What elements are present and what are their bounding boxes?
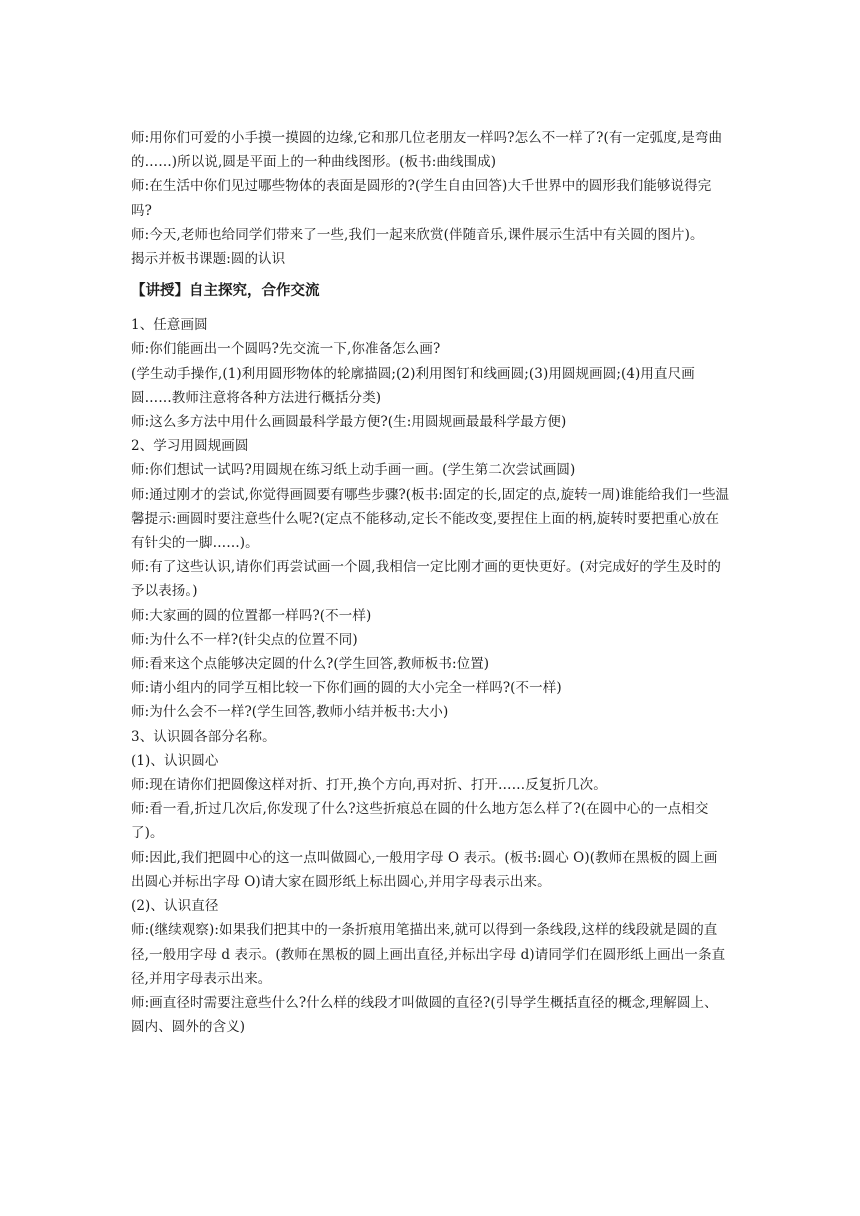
paragraph-drawing-steps: 师:通过刚才的尝试,你觉得画圆要有哪些步骤?(板书:固定的长,固定的点,旋转一周)谁能给我们一些温馨提示:画圆时要注意些什么呢?(定点不能移动,定长不能改变,要捏住上面的柄,旋转时要把重心放在有针尖的一脚……)。: [131, 486, 730, 552]
paragraph-diameter-definition: 师:(继续观察):如果我们把其中的一条折痕用笔描出来,就可以得到一条线段,这样的线段就是圆的直径,一般用字母 d 表示。(教师在黑板的圆上画出直径,并标出字母 d)请同学们在圆形纸上画出一条直径,并用字母表示出来。: [131, 922, 726, 987]
paragraph-diameter-notes: 师:画直径时需要注意些什么?什么样的线段才叫做圆的直径?(引导学生概括直径的概念,理解圆上、圆内、圆外的含义): [131, 994, 718, 1036]
paragraph-appreciate-pictures: 师:今天,老师也给同学们带来了一些,我们一起来欣赏(伴随音乐,课件展示生活中有关圆的图片)。: [131, 226, 704, 243]
paragraph-fold-discovery: 师:看一看,折过几次后,你发现了什么?这些折痕总在圆的什么地方怎么样了?(在圆中心的一点相交了)。: [131, 801, 709, 842]
paragraph-step-1-title: 1、任意画圆: [131, 317, 208, 334]
paragraph-student-methods: (学生动手操作,(1)利用圆形物体的轮廓描圆;(2)利用图钉和线画圆;(3)用圆规画圆;(4)用直尺画圆……教师注意将各种方法进行概括分类): [131, 365, 695, 406]
paragraph-why-different: 师:为什么不一样?(针尖点的位置不同): [131, 631, 358, 648]
paragraph-fold-circle: 师:现在请你们把圆像这样对折、打开,换个方向,再对折、打开……反复折几次。: [131, 777, 607, 794]
paragraph-lesson-title: 揭示并板书课题:圆的认识: [131, 251, 286, 268]
paragraph-diameter-title: (2)、认识直径: [131, 898, 219, 915]
paragraph-draw-again: 师:有了这些认识,请你们再尝试画一个圆,我相信一定比刚才画的更快更好。(对完成好的学生及时的予以表扬。): [131, 559, 721, 600]
paragraph-step-2-title: 2、学习用圆规画圆: [131, 438, 249, 455]
paragraph-compare-size: 师:请小组内的同学互相比较一下你们画的圆的大小完全一样吗?(不一样): [131, 680, 562, 697]
section-heading-lecture: 【讲授】自主探究，合作交流: [131, 283, 320, 300]
paragraph-same-position: 师:大家画的圆的位置都一样吗?(不一样): [131, 607, 372, 624]
paragraph-can-you-draw: 师:你们能画出一个圆吗?先交流一下,你准备怎么画?: [131, 341, 441, 358]
paragraph-best-method: 师:这么多方法中用什么画圆最科学最方便?(生:用圆规画最最科学最方便): [131, 414, 567, 431]
paragraph-point-decides: 师:看来这个点能够决定圆的什么?(学生回答,教师板书:位置): [131, 656, 490, 673]
document-page: [131, 126, 731, 1039]
paragraph-why-size-different: 师:为什么会不一样?(学生回答,教师小结并板书:大小): [131, 704, 449, 721]
paragraph-circle-edge: 师:用你们可爱的小手摸一摸圆的边缘,它和那几位老朋友一样吗?怎么不一样了?(有一定弧度,是弯曲的……)所以说,圆是平面上的一种曲线图形。(板书:曲线围成): [131, 130, 723, 171]
paragraph-center-definition: 师:因此,我们把圆中心的这一点叫做圆心,一般用字母 O 表示。(板书:圆心 O)(教师在黑板的圆上画出圆心并标出字母 O)请大家在圆形纸上标出圆心,并用字母表示出来。: [131, 849, 718, 890]
paragraph-circle-in-life: 师:在生活中你们见过哪些物体的表面是圆形的?(学生自由回答)大千世界中的圆形我们能够说得完吗?: [131, 178, 712, 219]
paragraph-step-3-title: 3、认识圆各部分名称。: [131, 728, 276, 745]
paragraph-try-compass: 师:你们想试一试吗?用圆规在练习纸上动手画一画。(学生第二次尝试画圆): [131, 462, 576, 479]
paragraph-center-title: (1)、认识圆心: [131, 752, 219, 769]
